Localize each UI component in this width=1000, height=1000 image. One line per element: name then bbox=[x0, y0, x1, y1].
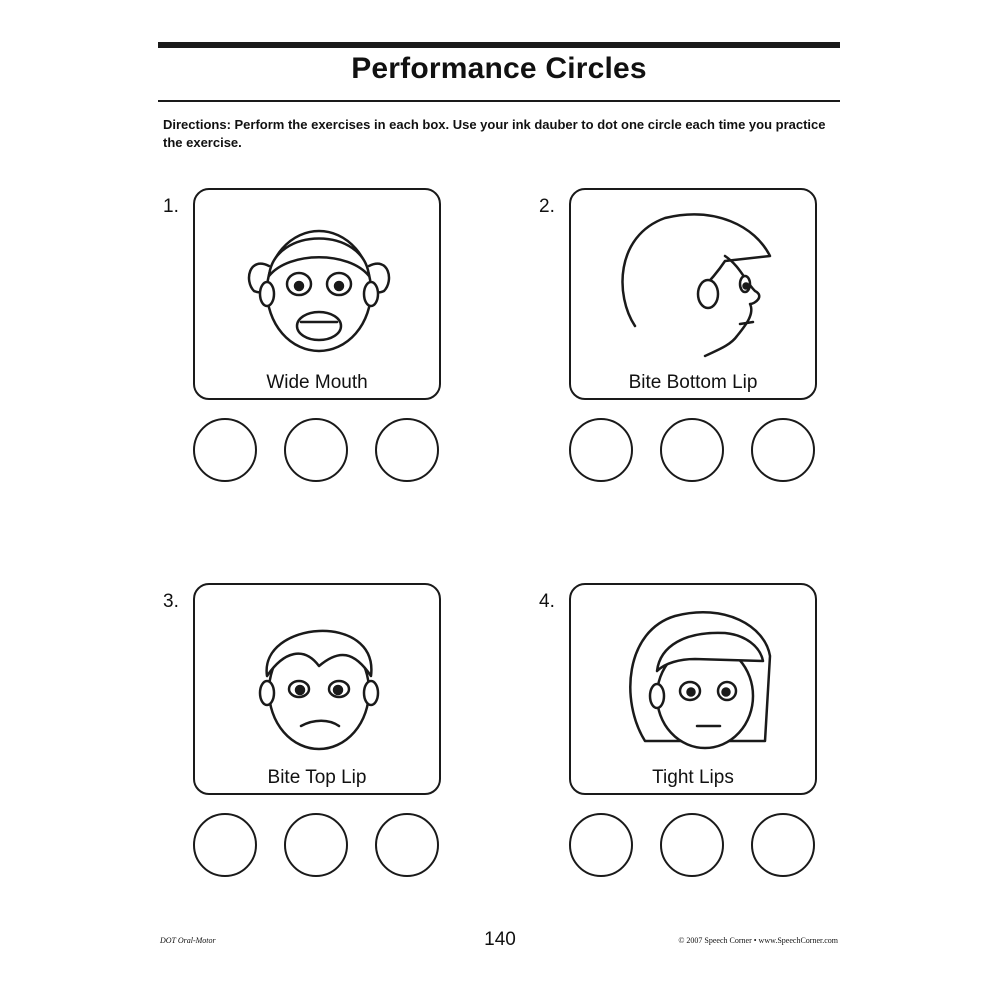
practice-circle[interactable] bbox=[284, 418, 348, 482]
exercise-3 bbox=[163, 583, 463, 893]
practice-circle[interactable] bbox=[375, 813, 439, 877]
title-rule bbox=[158, 100, 840, 102]
practice-circle[interactable] bbox=[284, 813, 348, 877]
footer-source: DOT Oral-Motor bbox=[160, 936, 216, 945]
exercise-label: Bite Top Lip bbox=[267, 767, 367, 788]
practice-circle[interactable] bbox=[193, 813, 257, 877]
exercise-box bbox=[569, 583, 817, 795]
exercise-4 bbox=[539, 583, 839, 893]
exercise-box bbox=[569, 188, 817, 400]
exercise-label: Tight Lips bbox=[652, 767, 734, 788]
practice-circle[interactable] bbox=[569, 418, 633, 482]
top-rule bbox=[158, 42, 840, 48]
exercise-1 bbox=[163, 188, 463, 498]
exercise-label: Wide Mouth bbox=[266, 372, 368, 393]
exercise-number: 3. bbox=[163, 591, 179, 612]
bite-bottom-lip-profile-icon bbox=[605, 196, 785, 366]
tight-lips-face-icon bbox=[605, 591, 785, 761]
wide-mouth-face-icon bbox=[229, 196, 409, 366]
exercise-number: 1. bbox=[163, 196, 179, 217]
page-number: 140 bbox=[484, 929, 516, 950]
exercise-2 bbox=[539, 188, 839, 498]
exercise-number: 4. bbox=[539, 591, 555, 612]
practice-circle[interactable] bbox=[751, 418, 815, 482]
exercise-box bbox=[193, 583, 441, 795]
exercise-number: 2. bbox=[539, 196, 555, 217]
practice-circle[interactable] bbox=[751, 813, 815, 877]
practice-circle[interactable] bbox=[193, 418, 257, 482]
page-title: Performance Circles bbox=[351, 52, 647, 85]
exercise-label: Bite Bottom Lip bbox=[628, 372, 758, 393]
practice-circle[interactable] bbox=[375, 418, 439, 482]
practice-circle[interactable] bbox=[569, 813, 633, 877]
practice-circle[interactable] bbox=[660, 813, 724, 877]
bite-top-lip-face-icon bbox=[229, 591, 409, 761]
footer-copyright: © 2007 Speech Corner • www.SpeechCorner.com bbox=[678, 936, 838, 945]
exercise-box bbox=[193, 188, 441, 400]
practice-circle[interactable] bbox=[660, 418, 724, 482]
directions-text: Directions: Perform the exercises in each box. Use your ink dauber to dot one circle each time you practice the exercise. bbox=[163, 117, 826, 150]
